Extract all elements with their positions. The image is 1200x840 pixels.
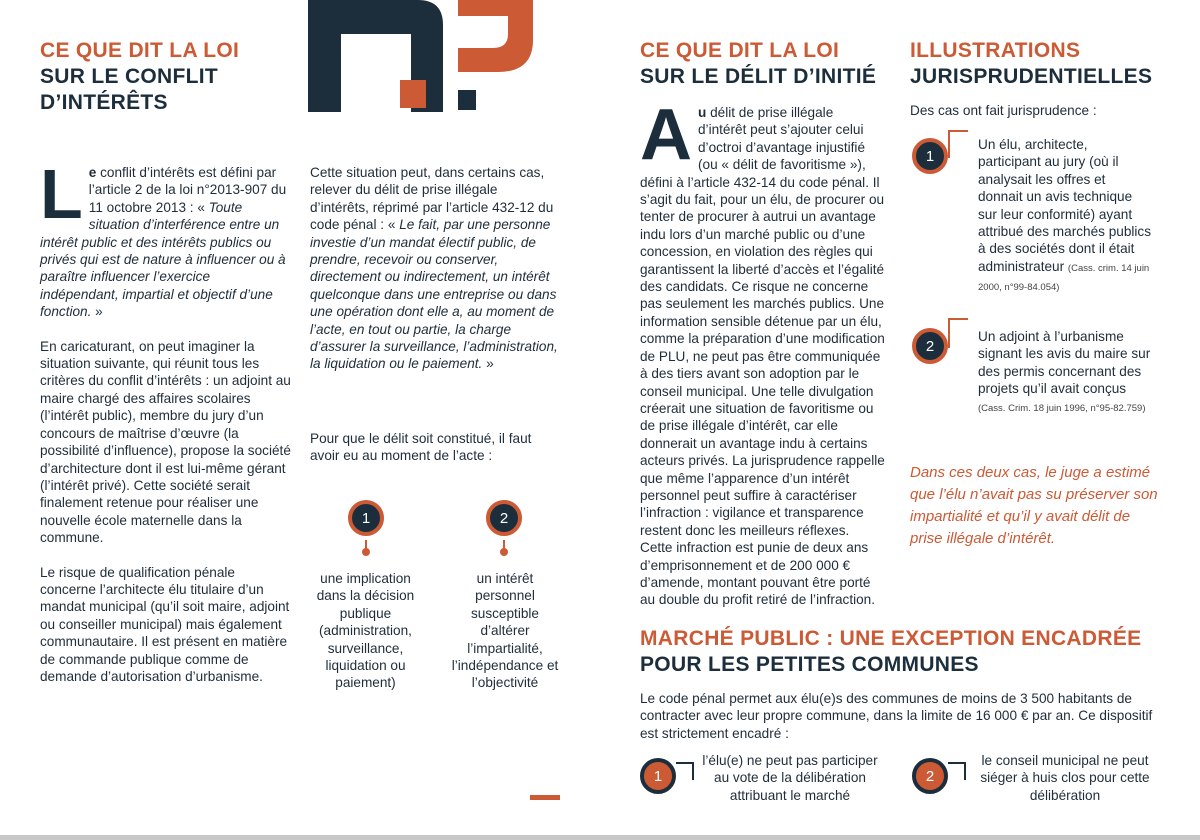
left-paragraph-1	[40, 155, 292, 321]
page-marker	[530, 795, 560, 800]
right-a-heading-line2: SUR LE DÉLIT D’INITIÉ	[640, 65, 877, 88]
right-a-bold: u	[698, 105, 707, 120]
bottom-heading-line2: POUR LES PETITES COMMUNES	[640, 653, 979, 676]
left-p1-bold: e	[88, 165, 97, 180]
exception-1-badge: 1	[640, 758, 676, 794]
left-heading-line2: SUR LE CONFLIT	[40, 65, 219, 88]
case-2-reference: (Cass. Crim. 18 juin 1996, n°95-82.759)	[978, 402, 1146, 414]
case-1-connector	[948, 130, 968, 158]
case-1-reference: (Cass. crim. 14 juin 2000, n°99-84.054)	[978, 262, 1150, 294]
case-1-badge: 1	[912, 138, 948, 174]
page-bottom-divider	[0, 835, 1200, 840]
logo-shapes	[308, 0, 558, 112]
left-paragraph-3: Le risque de qualification pénale concerne l’architecte élu titulaire d’un mandat municipal (qu’il soit maire, adjoint ou conseiller municipal) mais également communautaire. Il est présent en matière de commande publique comme de demande d’autorisation d’urbanisme.	[40, 564, 290, 684]
case-2-connector	[948, 318, 968, 348]
middle-p1-end: »	[482, 356, 494, 372]
condition-2-dot	[500, 548, 508, 556]
right-b-heading-line1: ILLUSTRATIONS	[910, 39, 1081, 62]
condition-2-text: un intérêt personnel susceptible d’altérer l’impartialité, l’indépendance et l’objectivité	[451, 571, 559, 691]
bottom-heading-line1: MARCHÉ PUBLIC : UNE EXCEPTION ENCADRÉE	[640, 627, 1142, 650]
exception-1-connector	[676, 762, 694, 780]
middle-paragraph-2: Pour que le délit soit constitué, il faut avoir eu au moment de l’acte :	[310, 431, 532, 464]
condition-1-badge: 1	[348, 500, 384, 536]
exception-2-text: le conseil municipal ne peut siéger à huis clos pour cette délibération	[980, 753, 1150, 803]
conclusion-text: Dans ces deux cas, le juge a estimé que l’élu n’avait pas su préserver son impartialité et qu’il y avait délit de prise illégale d’intérêt.	[910, 464, 1158, 547]
left-p1-end: »	[91, 304, 103, 320]
exception-2-connector	[948, 762, 966, 780]
condition-2-badge: 2	[486, 500, 522, 536]
right-a-heading-line1: CE QUE DIT LA LOI	[640, 39, 840, 62]
left-paragraph-2: En caricaturant, on peut imaginer la situation suivante, qui réunit tous les critères du conflit d’intérêts : un adjoint au maire chargé des affaires scolaires (l’intérêt public), membre du jury d’un concours de maîtrise d’œuvre (la possibilité d’influence), propose la société d’architecture dont il est lui-même gérant (l’intérêt privé). Cette société serait finalement retenue pour réaliser une nouvelle école maternelle dans la commune.	[40, 338, 291, 546]
right-a-text: délit de prise illégale d’intérêt peut s’ajouter celui d’octroi d’avantage injustifié (ou « délit de favoritisme »), défini à l’article 432-14 du code pénal. Il s’agit du fait, pour un élu, de procurer ou tenter de procurer à autrui un avantage indu lors d’un marché public ou d’une concession, en violation des règles qui garantissent la liberté d’accès et l’égalité des candidats. Ce risque ne concerne pas seulement les marchés publics. Une information sensible détenue par un élu, comme la préparation d’une modification de PLU, ne peut pas être communiquée à des tiers avant son adoption par le conseil municipal. Une telle divulgation créerait une situation de favoritisme ou de prise illégale d’intérêt, car elle donnerait un avantage indu à certains acteurs privés. La jurisprudence rappelle que même l’apparence d’un intérêt personnel peut suffire à caractériser l’infraction : vigilance et transparence restent donc les meilleurs réflexes. Cette infraction est punie de deux ans d’emprisonnement et de 200 000 € d’amende, montant pouvant être porté au double du profit retiré de l’infraction.	[640, 105, 885, 608]
bottom-heading	[640, 626, 1180, 678]
right-b-heading-line2: JURISPRUDENTIELLES	[910, 65, 1153, 88]
left-heading-line3: D’INTÉRÊTS	[40, 91, 168, 114]
right-a-paragraph	[640, 95, 885, 609]
middle-p1-start: Cette situation peut, dans certains cas, relever du délit de prise illégale d’intérêts, réprimé par l’article 432-12 du code pénal : «	[310, 165, 554, 233]
drop-cap-l: L	[40, 155, 83, 233]
middle-body	[310, 164, 560, 390]
case-2-badge: 2	[912, 328, 948, 364]
right-b-heading	[910, 38, 1170, 90]
case-2-content	[978, 328, 1153, 417]
case-1-content	[978, 136, 1153, 297]
right-a-body	[640, 95, 885, 626]
left-heading	[40, 38, 280, 116]
drop-cap-a: A	[640, 95, 692, 175]
condition-1-text: une implication dans la décision publique (administration, surveillance, liquidation ou paiement)	[316, 571, 415, 691]
exception-1-text: l’élu(e) ne peut pas participer au vote de la délibération attribuant le marché	[702, 753, 878, 803]
condition-1-dot	[362, 548, 370, 556]
bottom-text: Le code pénal permet aux élu(e)s des communes de moins de 3 500 habitants de contracter avec leur propre commune, dans la limite de 16 000 € par an. Ce dispositif est strictement encadré :	[640, 691, 1153, 741]
case-1-text: Un élu, architecte, participant au jury (où il analysait les offres et donnait un avis technique sur leur conformité) ayant attribué des marchés publics à des sociétés dont il était administrateur	[978, 137, 1152, 274]
middle-p1-quote: Le fait, par une personne investie d’un mandat électif public, de prendre, recevoir ou conserver, directement ou indirectement, un intérêt quelconque dans une entreprise ou dans une opération dont elle a, au moment de l’acte, en tout ou partie, la charge d’assurer la surveillance, l’administration, la liquidation ou le paiement.	[310, 217, 558, 372]
right-a-heading	[640, 38, 890, 90]
middle-paragraph-1	[310, 164, 560, 373]
right-b-intro: Des cas ont fait jurisprudence :	[910, 103, 1097, 118]
case-2-text: Un adjoint à l’urbanisme signant les avis du maire sur des permis concernant des projets qu’il avait conçus	[978, 329, 1151, 397]
left-heading-line1: CE QUE DIT LA LOI	[40, 39, 240, 62]
exception-2-badge: 2	[912, 758, 948, 794]
left-body	[40, 155, 292, 702]
left-p1-text: conflit d’intérêts est défini par l’article 2 de la loi n°2013-907 du 11 octobre 2013 : «	[88, 165, 287, 215]
left-p1-quote: Toute situation d’interférence entre un intérêt public et des intérêts publics ou privés qui est de nature à influencer ou à paraître influencer l’exercice indépendant, impartial et objectif d’une fonction.	[40, 199, 286, 320]
